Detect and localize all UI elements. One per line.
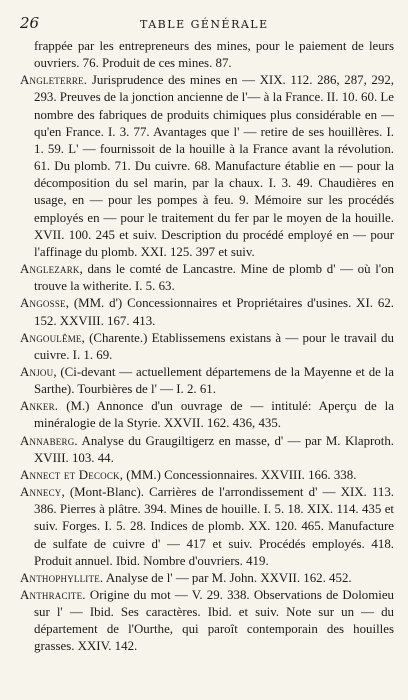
index-entry [20,72,394,261]
entry-headword: Angoulême [20,330,82,345]
index-entry [20,570,394,587]
entry-headword: Anthophyllite. [20,570,104,585]
index-entry [20,587,394,656]
entry-text: , dans le comté de Lancastre. Mine de plomb d' — où l'on trouve la witherite. I. 5. 63. [34,262,394,294]
page-number: 26 [20,14,40,32]
entry-headword: Angosse [20,296,66,311]
entry-text: Analyse de l' — par M. John. XXVII. 162. 452. [103,570,352,585]
entry-headword: Anglezark [20,262,80,277]
entry-text: Analyse du Graugiltigerz en masse, d' — par M. Klaproth. XVIII. 103. 44. [34,433,394,465]
entry-text: , (Mont-Blanc). Carrières de l'arrondissement d' — XIX. 113. 386. Pierres à plâtre. 394. Mines de houille. I. 5. 18. XIX. 114. 435 et suiv. Forges. I. 5. 28. Indices de plomb. XX. 120. 465. Manufacture de sulfate de cuivre d' — 417 et suiv. Procédés employés. 418. Produit annuel. Ibid. Nombre d'ouvriers. 419. [34,485,394,568]
entry-headword: Annect et Decock [20,467,120,482]
index-entry [20,38,394,72]
entry-text: , (MM. d') Concessionnaires et Propriétaires d'usines. XI. 62. 152. XXVIII. 167. 413. [34,296,394,328]
entry-headword: Angleterre. [20,73,88,88]
index-entry [20,330,394,364]
entry-headword: Anthracite. [20,588,86,602]
entry-text: frappée par les entrepreneurs des mines, pour le paiement de leurs ouvriers. 76. Produit de ces mines. 87. [34,39,394,71]
entry-headword: Annecy [20,485,62,500]
index-entry [20,433,394,467]
entry-headword: Anker. [20,399,59,414]
entry-headword: Annaberg. [20,433,78,448]
page-header [20,14,394,38]
index-entry [20,261,394,295]
entry-headword: Anjou [20,364,54,379]
index-entry [20,398,394,432]
index-entry [20,364,394,398]
entry-text: , (Charente.) Etablissemens existans à — pour le travail du cuivre. I. 1. 69. [34,330,394,362]
entry-text: (M.) Annonce d'un ouvrage de — intitulé: Aperçu de la minéralogie de la Styrie. XXVII. 162. 436, 435. [34,399,394,431]
entry-text: Jurisprudence des mines en — XIX. 112. 286, 287, 292, 293. Preuves de la jonction ancienne de l'— à la France. II. 10. 60. Le nombre des fabriques de produits chimiques plus considérable en — qu'en France. I. 3. 77. Avantages que l' — retire de ses houillères. I. 1. 59. L' — fournissoit de la houille à la France avant la révolution. 61. Du plomb. 71. Du cuivre. 68. Manufacture établie en — pour la décomposition du sel marin, par la chaux. I. 3. 49. Chaudières en usage, en — pour les pompes à feu. 9. Mémoire sur les procédés employés en — pour le traitement du fer par le moyen de la houille. XVII. 100. 245 et suiv. Description du procédé employé en — pour l'affinage du plomb. XXI. 125. 397 et suiv. [34,73,394,259]
index-entries [20,38,394,656]
index-entry [20,295,394,329]
running-title: TABLE GÉNÉRALE [140,18,269,31]
entry-text: , (MM.) Concessionnaires. XXVIII. 166. 338. [119,467,357,482]
entry-text: Origine du mot — V. 29. 338. Observations de Dolomieu sur l' — Ibid. Ses caractères. Ibid. et suiv. Note sur un — du département de l'Ourthe, qui paroît contemporain des houilles grasses. XXIV. 142. [34,588,394,654]
index-entry [20,484,394,570]
entry-text: , (Ci-devant — actuellement départemens de la Mayenne et de la Sarthe). Tourbières de l' — I. 2. 61. [34,364,394,397]
index-entry [20,467,394,484]
